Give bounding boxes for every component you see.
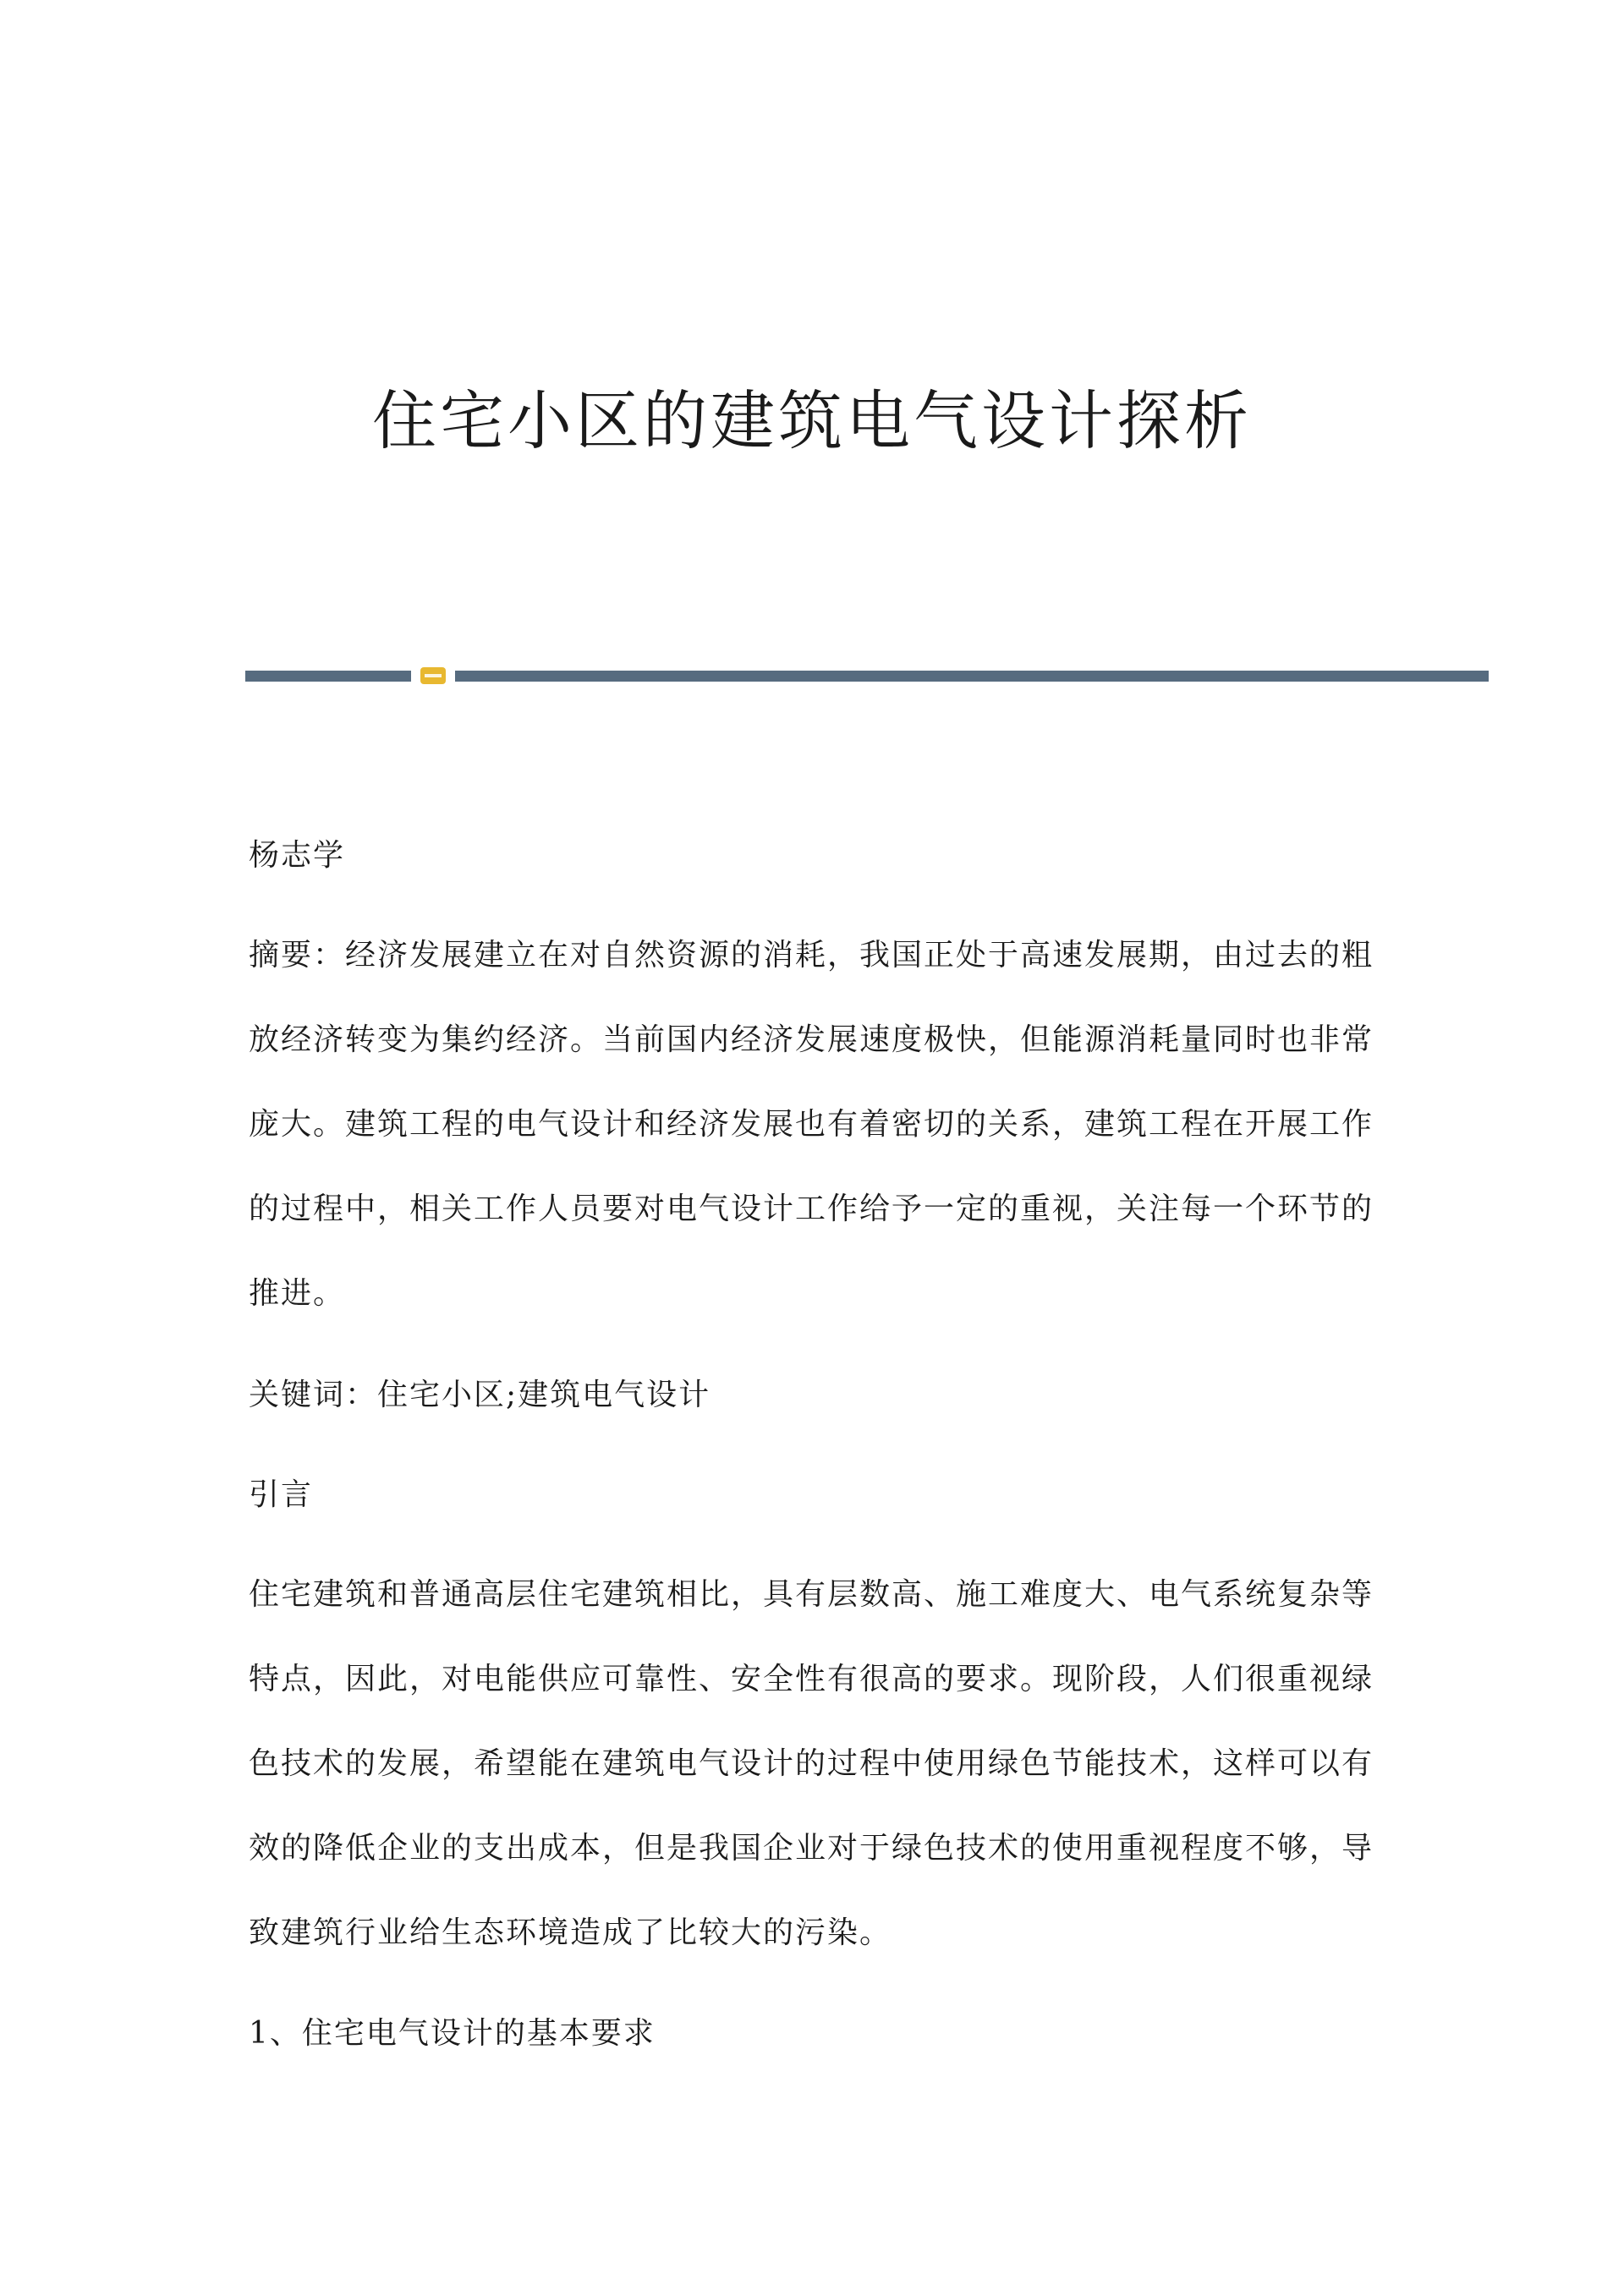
title-divider [245, 666, 1489, 685]
section-1-heading: 1、住宅电气设计的基本要求 [249, 2016, 656, 2051]
author-name: 杨志学 [249, 838, 346, 873]
keywords-line: 关键词：住宅小区;建筑电气设计 [249, 1378, 711, 1412]
intro-paragraph: 住宅建筑和普通高层住宅建筑相比，具有层数高、施工难度大、电气系统复杂等特点，因此，对电能供应可靠性、安全性有很高的要求。现阶段，人们很重视绿色技术的发展，希望能在建筑电气设计的过程中使用绿色节能技术，这样可以有效的降低企业的支出成本，但是我国企业对于绿色技术的使用重视程度不够，导致建筑行业给生态环境造成了比较大的污染。 [249, 1577, 1374, 1950]
page-title: 住宅小区的建筑电气设计探析 [372, 383, 1252, 458]
intro-heading: 引言 [249, 1477, 314, 1512]
divider-bar-right [455, 671, 1489, 682]
divider-emblem-icon [420, 666, 447, 685]
divider-bar-left [245, 671, 411, 682]
abstract-paragraph: 摘要：经济发展建立在对自然资源的消耗，我国正处于高速发展期，由过去的粗放经济转变为集约经济。当前国内经济发展速度极快，但能源消耗量同时也非常庞大。建筑工程的电气设计和经济发展也有着密切的关系，建筑工程在开展工作的过程中，相关工作人员要对电气设计工作给予一定的重视，关注每一个环节的推进。 [249, 938, 1374, 1311]
